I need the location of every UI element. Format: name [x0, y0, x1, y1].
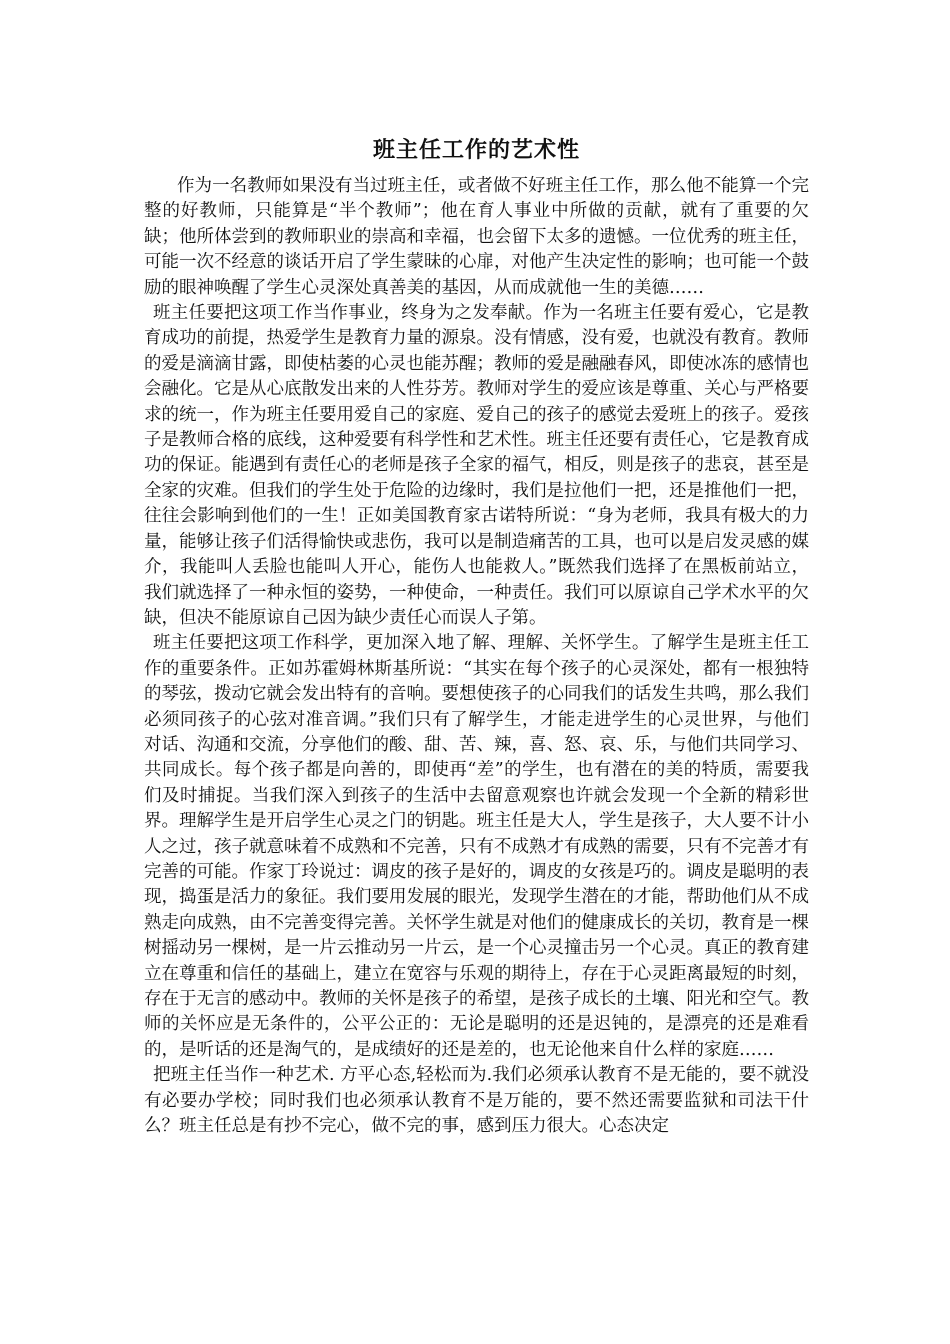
paragraph-4: 把班主任当作一种艺术. 方平心态,轻松而为.我们必须承认教育不是无能的，要不就没有必要办学校；同时我们也必须承认教育不是万能的，要不然还需要监狱和司法干什么？班主任总是有抄不完心，做不完的事，感到压力很大。心态决定	[144, 1065, 809, 1137]
document-title: 班主任工作的艺术性	[372, 137, 580, 163]
paragraph-2: 班主任要把这项工作当作事业，终身为之发奉献。作为一名班主任要有爱心，它是教育成功的前提，热爱学生是教育力量的源泉。没有情感，没有爱，也就没有教育。教师的爱是滴滴甘露，即使枯萎的心灵也能苏醒；教师的爱是融融春风，即使冰冻的感情也会融化。它是从心底散发出来的人性芬芳。教师对学生的爱应该是尊重、关心与严格要求的统一，作为班主任要用爱自己的家庭、爱自己的孩子的感觉去爱班上的孩子。爱孩子是教师合格的底线，这种爱要有科学性和艺术性。班主任还要有责任心，它是教育成功的保证。能遇到有责任心的老师是孩子全家的福气，相反，则是孩子的悲哀，甚至是全家的灾难。但我们的学生处于危险的边缘时，我们是拉他们一把，还是推他们一把，往往会影响到他们的一生！正如美国教育家古诺特所说：“身为老师，我具有极大的力量，能够让孩子们活得愉快或悲伤，我可以是制造痛苦的工具，也可以是启发灵感的媒介，我能叫人丢脸也能叫人开心，能伤人也能救人。”既然我们选择了在黑板前站立，我们就选择了一种永恒的姿势，一种使命，一种责任。我们可以原谅自己学术水平的欠缺，但决不能原谅自己因为缺少责任心而误人子第。	[144, 303, 809, 628]
paragraph-1: 作为一名教师如果没有当过班主任，或者做不好班主任工作，那么他不能算一个完整的好教师，只能算是“半个教师”；他在育人事业中所做的贡献，就有了重要的欠缺；他所体尝到的教师职业的崇高和幸福，也会留下太多的遗憾。一位优秀的班主任，可能一次不经意的谈话开启了学生蒙昧的心扉，对他产生决定性的影响；也可能一个鼓励的眼神唤醒了学生心灵深处真善美的基因，从而成就他一生的美德……	[144, 176, 809, 298]
document-page	[144, 132, 809, 1139]
paragraph-3: 班主任要把这项工作科学，更加深入地了解、理解、关怀学生。了解学生是班主任工作的重要条件。正如苏霍姆林斯基所说：“其实在每个孩子的心灵深处，都有一根独特的琴弦，拨动它就会发出特有的音响。要想使孩子的心同我们的话发生共鸣，那么我们必须同孩子的心弦对准音调。”我们只有了解学生，才能走进学生的心灵世界，与他们对话、沟通和交流，分享他们的酸、甜、苦、辣，喜、怒、哀、乐，与他们共同学习、共同成长。每个孩子都是向善的，即使再“差”的学生，也有潜在的美的特质，需要我们及时捕捉。当我们深入到孩子的生活中去留意观察也许就会发现一个全新的精彩世界。理解学生是开启学生心灵之门的钥匙。班主任是大人，学生是孩子，大人要不计小人之过，孩子就意味着不成熟和不完善，只有不成熟才有成熟的需要，只有不完善才有完善的可能。作家丁玲说过：调皮的孩子是好的，调皮的女孩是巧的。调皮是聪明的表现，捣蛋是活力的象征。我们要用发展的眼光，发现学生潜在的才能，帮助他们从不成熟走向成熟，由不完善变得完善。关怀学生就是对他们的健康成长的关切，教育是一棵树摇动另一棵树，是一片云推动另一片云，是一个心灵撞击另一个心灵。真正的教育建立在尊重和信任的基础上，建立在宽容与乐观的期待上，存在于心灵距离最短的时刻，存在于无言的感动中。教师的关怀是孩子的希望，是孩子成长的土壤、阳光和空气。教师的关怀应是无条件的，公平公正的：无论是聪明的还是迟钝的，是漂亮的还是难看的，是听话的还是淘气的，是成绩好的还是差的，也无论他来自什么样的家庭……	[144, 633, 809, 1060]
